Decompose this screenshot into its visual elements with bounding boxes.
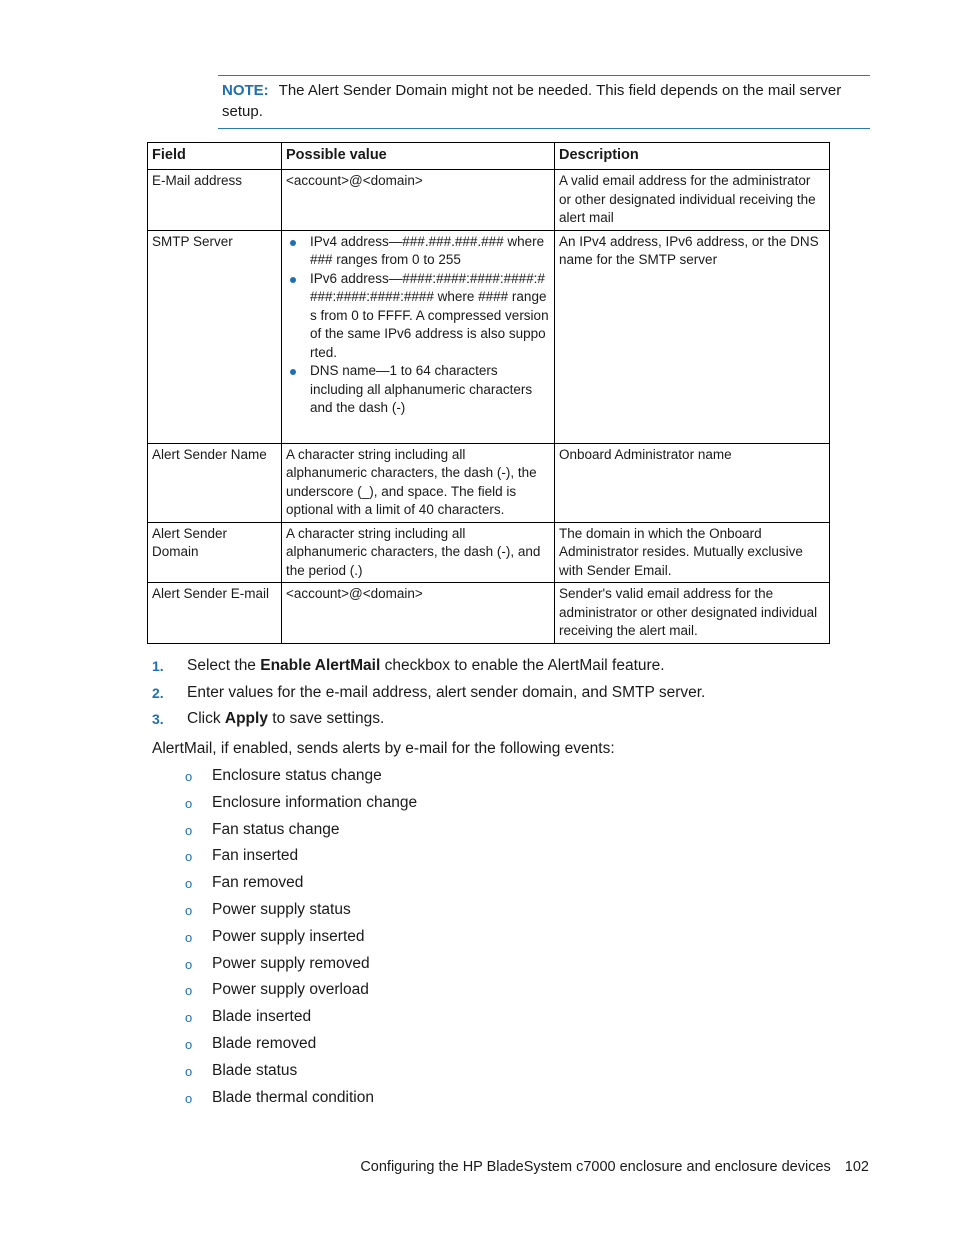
circle-bullet-icon: o xyxy=(185,956,193,972)
note-box xyxy=(218,75,870,129)
events-intro: AlertMail, if enabled, sends alerts by e-mail for the following events: xyxy=(152,740,615,757)
table-row xyxy=(148,583,830,644)
list-item: o Fan status change xyxy=(185,819,417,846)
alertmail-fields-table xyxy=(147,142,830,644)
list-item: o Power supply removed xyxy=(185,953,417,980)
list-item: o Blade removed xyxy=(185,1033,417,1060)
cell-field: Alert Sender Name xyxy=(148,443,282,522)
cell-description: Sender's valid email address for the administrator or other designated individual receiving the alert mail. xyxy=(555,583,830,644)
list-item: o Power supply overload xyxy=(185,979,417,1006)
step-number: 1. xyxy=(152,658,164,674)
page-footer xyxy=(360,1157,869,1177)
list-item: IPv6 address—####:####:####:####:####:####:####:#### where #### ranges from 0 to FFFF. A compressed version of the same IPv6 address is also supported. xyxy=(286,270,550,363)
event-list xyxy=(185,765,417,1113)
cell-field: SMTP Server xyxy=(148,230,282,443)
cell-possible-value: <account>@<domain> xyxy=(282,583,555,644)
header-description: Description xyxy=(555,143,830,170)
list-item: IPv4 address—###.###.###.### where ### ranges from 0 to 255 xyxy=(286,233,550,270)
table-row xyxy=(148,230,830,443)
circle-bullet-icon: o xyxy=(185,983,193,999)
cell-possible-value: <account>@<domain> xyxy=(282,170,555,231)
circle-bullet-icon: o xyxy=(185,1010,193,1026)
cell-field: Alert Sender E-mail xyxy=(148,583,282,644)
circle-bullet-icon: o xyxy=(185,876,193,892)
footer-title: Configuring the HP BladeSystem c7000 enclosure and enclosure devices xyxy=(360,1159,831,1175)
list-item: o Enclosure status change xyxy=(185,765,417,792)
cell-description: An IPv4 address, IPv6 address, or the DNS name for the SMTP server xyxy=(555,230,830,443)
cell-possible-value: A character string including all alphanumeric characters, the dash (-), the underscore (_), and space. The field is optional with a limit of 40 characters. xyxy=(282,443,555,522)
step-number: 2. xyxy=(152,684,164,701)
step-bold-text: Enable AlertMail xyxy=(260,657,381,674)
cell-possible-value xyxy=(282,230,555,443)
circle-bullet-icon: o xyxy=(185,902,193,918)
cell-field: E-Mail address xyxy=(148,170,282,231)
cell-description: Onboard Administrator name xyxy=(555,443,830,522)
circle-bullet-icon: o xyxy=(185,1090,193,1106)
circle-bullet-icon: o xyxy=(185,795,193,811)
list-item: o Fan removed xyxy=(185,872,417,899)
list-item: o Enclosure information change xyxy=(185,792,417,819)
cell-description: A valid email address for the administrator or other designated individual receiving the alert mail xyxy=(555,170,830,231)
bullet-icon xyxy=(290,277,296,283)
cell-field: Alert Sender Domain xyxy=(148,522,282,583)
table-row xyxy=(148,170,830,231)
list-item: o Power supply inserted xyxy=(185,926,417,953)
circle-bullet-icon: o xyxy=(185,769,193,784)
circle-bullet-icon: o xyxy=(185,1036,193,1052)
page-number: 102 xyxy=(844,1159,869,1175)
smtp-value-list xyxy=(286,233,550,418)
list-item: o Blade inserted xyxy=(185,1006,417,1033)
setup-steps xyxy=(152,655,852,735)
cell-description: The domain in which the Onboard Administrator resides. Mutually exclusive with Sender Email. xyxy=(555,522,830,583)
circle-bullet-icon: o xyxy=(185,849,193,865)
circle-bullet-icon: o xyxy=(185,822,193,838)
list-item: DNS name—1 to 64 characters including all alphanumeric characters and the dash (-) xyxy=(286,362,550,418)
table-row xyxy=(148,522,830,583)
list-item: o Fan inserted xyxy=(185,845,417,872)
cell-possible-value: A character string including all alphanumeric characters, the dash (-), and the period (.) xyxy=(282,522,555,583)
table-row xyxy=(148,443,830,522)
bullet-icon xyxy=(290,369,296,375)
step-item: 3. Click Apply to save settings. xyxy=(152,708,852,735)
header-possible-value: Possible value xyxy=(282,143,555,170)
step-item: 2. Enter values for the e-mail address, alert sender domain, and SMTP server. xyxy=(152,682,852,709)
circle-bullet-icon: o xyxy=(185,1063,193,1079)
table-header-row xyxy=(148,143,830,170)
list-item: o Power supply status xyxy=(185,899,417,926)
note-text: The Alert Sender Domain might not be needed. This field depends on the mail server setup. xyxy=(222,82,842,120)
note-label: NOTE: xyxy=(222,82,269,99)
list-item: o Blade status xyxy=(185,1060,417,1087)
circle-bullet-icon: o xyxy=(185,929,193,945)
step-item: 1. Select the Enable AlertMail checkbox to enable the AlertMail feature. xyxy=(152,655,852,682)
list-item: o Blade thermal condition xyxy=(185,1087,417,1114)
header-field: Field xyxy=(148,143,282,170)
bullet-icon xyxy=(290,240,296,246)
step-number: 3. xyxy=(152,711,164,727)
step-bold-text: Apply xyxy=(224,710,268,727)
